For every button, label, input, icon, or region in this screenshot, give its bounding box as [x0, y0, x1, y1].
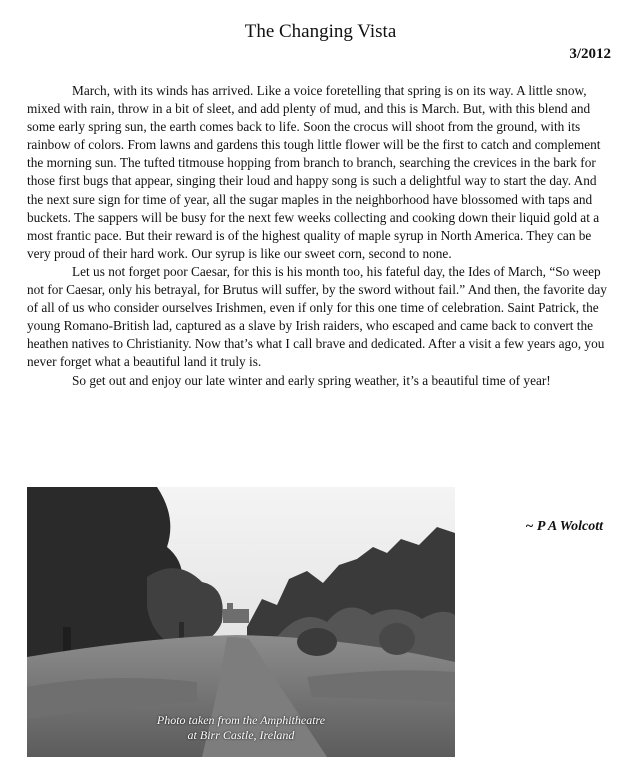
caption-line-2: at Birr Castle, Ireland [187, 728, 295, 742]
paragraph-1: March, with its winds has arrived. Like a voice foretelling that spring is on its way. A little snow, mixed with rain, throw in a bit of sleet, and add plenty of mud, and this is March. But, with this blend and some early spring sun, the earth comes back to life. Soon the crocus will shoot from the ground, with its rainbow of colors. From lawns and gardens this tough little flower will be the first to catch and complement the morning sun. The tufted titmouse hopping from branch to branch, searching the crevices in the bark for those first bugs that appear, singing their loud and happy song is such a delightful way to start the day. And the next sure sign for time of year, all the sugar maples in the neighborhood have blossomed with taps and buckets. The sappers will be busy for the next few weeks collecting and cooking down their liquid gold at a most frantic pace. But their reward is of the highest quality of maple syrup in North America. They can be very proud of their hard work. Our syrup is like our sweet corn, second to none. [27, 83, 601, 261]
paragraph-3: So get out and enjoy our late winter and early spring weather, it’s a beautiful time of year! [72, 372, 551, 388]
photo-caption [27, 713, 455, 743]
article-body [27, 82, 607, 390]
author-signature: ~ P A Wolcott [525, 519, 603, 534]
landscape-photo [27, 487, 455, 757]
article-date: 3/2012 [569, 46, 611, 62]
article-title: The Changing Vista [244, 21, 397, 42]
paragraph-2: Let us not forget poor Caesar, for this is his month too, his fateful day, the Ides of March, “So weep not for Caesar, only his betrayal, for Brutus will suffer, by the sword without fail.” And then, the favorite day of all of us who consider ourselves Irishmen, even if only for this one time of celebration. Saint Patrick, the young Romano-British lad, captured as a slave by Irish raiders, who escaped and came back to convert the heathen natives to Christianity. Now that’s what I call brave and dedicated. After a visit a few years ago, you never forget what a beautiful land it truly is. [27, 263, 607, 370]
caption-line-1: Photo taken from the Amphitheatre [156, 713, 326, 727]
